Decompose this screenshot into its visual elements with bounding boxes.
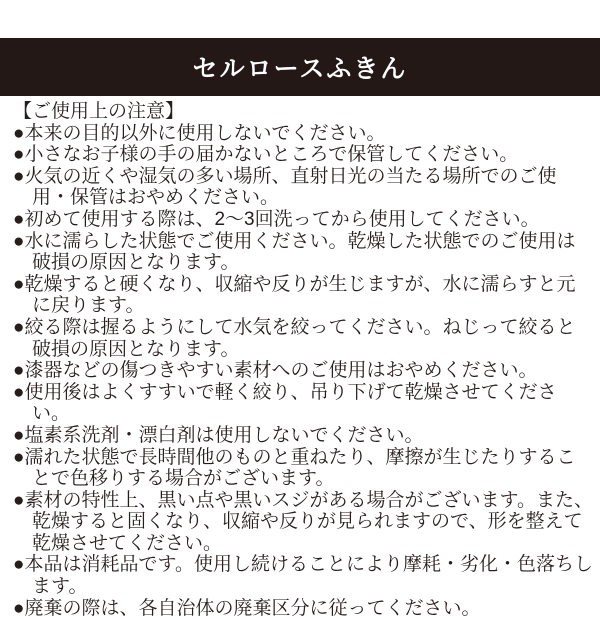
bullet-icon: ● (13, 144, 25, 166)
note-item (13, 490, 593, 555)
notes-list (13, 123, 593, 619)
note-item (13, 166, 593, 209)
note-item (13, 144, 593, 166)
note-text: 本来の目的以外に使用しないでください。 (24, 122, 386, 144)
note-text: 漆器などの傷つきやすい素材へのご使用はおやめください。 (24, 360, 538, 382)
usage-notes-section (13, 101, 593, 619)
section-heading: 【ご使用上の注意】 (13, 101, 185, 122)
note-item (13, 274, 593, 317)
note-text: 濡れた状態で長時間他のものと重ねたり、摩擦が生じたりすることで色移りする場合がございます。 (24, 446, 576, 490)
bullet-icon: ● (13, 554, 25, 576)
product-title-bar (0, 38, 600, 96)
note-text: 使用後はよくすすいで軽く絞り、吊り下げて乾燥させてください。 (24, 381, 557, 425)
note-text: 絞る際は握るようにして水気を絞ってください。ねじって絞ると破損の原因となります。 (24, 316, 576, 360)
note-item (13, 317, 593, 360)
note-text: 初めて使用する際は、2〜3回洗ってから使用してください。 (24, 208, 540, 230)
note-text: 水に濡らした状態でご使用ください。乾燥した状態でのご使用は破損の原因となります。 (24, 230, 576, 274)
bullet-icon: ● (13, 316, 25, 338)
note-text: 乾燥すると硬くなり、収縮や反りが生じますが、水に濡らすと元に戻ります。 (24, 273, 576, 317)
bullet-icon: ● (13, 165, 25, 187)
note-item (13, 209, 593, 231)
bullet-icon: ● (13, 489, 25, 511)
bullet-icon: ● (13, 208, 25, 230)
note-text: 廃棄の際は、各自治体の廃棄区分に従ってください。 (24, 597, 481, 619)
bullet-icon: ● (13, 122, 25, 144)
note-text: 素材の特性上、黒い点や黒いスジがある場合がございます。また、乾燥すると固くなり、収縮や反りが見られますので、形を整えて乾燥させてください。 (24, 489, 593, 554)
note-item (13, 425, 593, 447)
product-title: セルロースふきん (192, 55, 408, 83)
bullet-icon: ● (13, 597, 25, 619)
note-item (13, 123, 593, 145)
note-item (13, 447, 593, 490)
bullet-icon: ● (13, 230, 25, 252)
bullet-icon: ● (13, 381, 25, 403)
bullet-icon: ● (13, 360, 25, 382)
bullet-icon: ● (13, 446, 25, 468)
note-text: 塩素系洗剤・漂白剤は使用しないでください。 (24, 424, 424, 446)
note-item (13, 554, 593, 597)
note-text: 小さなお子様の手の届かないところで保管してください。 (24, 144, 519, 166)
note-item (13, 382, 593, 425)
note-item (13, 360, 593, 382)
bullet-icon: ● (13, 273, 25, 295)
bullet-icon: ● (13, 424, 25, 446)
note-item (13, 231, 593, 274)
note-text: 本品は消耗品です。使用し続けることにより摩耗・劣化・色落ちします。 (24, 554, 593, 598)
note-text: 火気の近くや湿気の多い場所、直射日光の当たる場所でのご使用・保管はおやめください。 (24, 165, 557, 209)
note-item (13, 598, 593, 619)
